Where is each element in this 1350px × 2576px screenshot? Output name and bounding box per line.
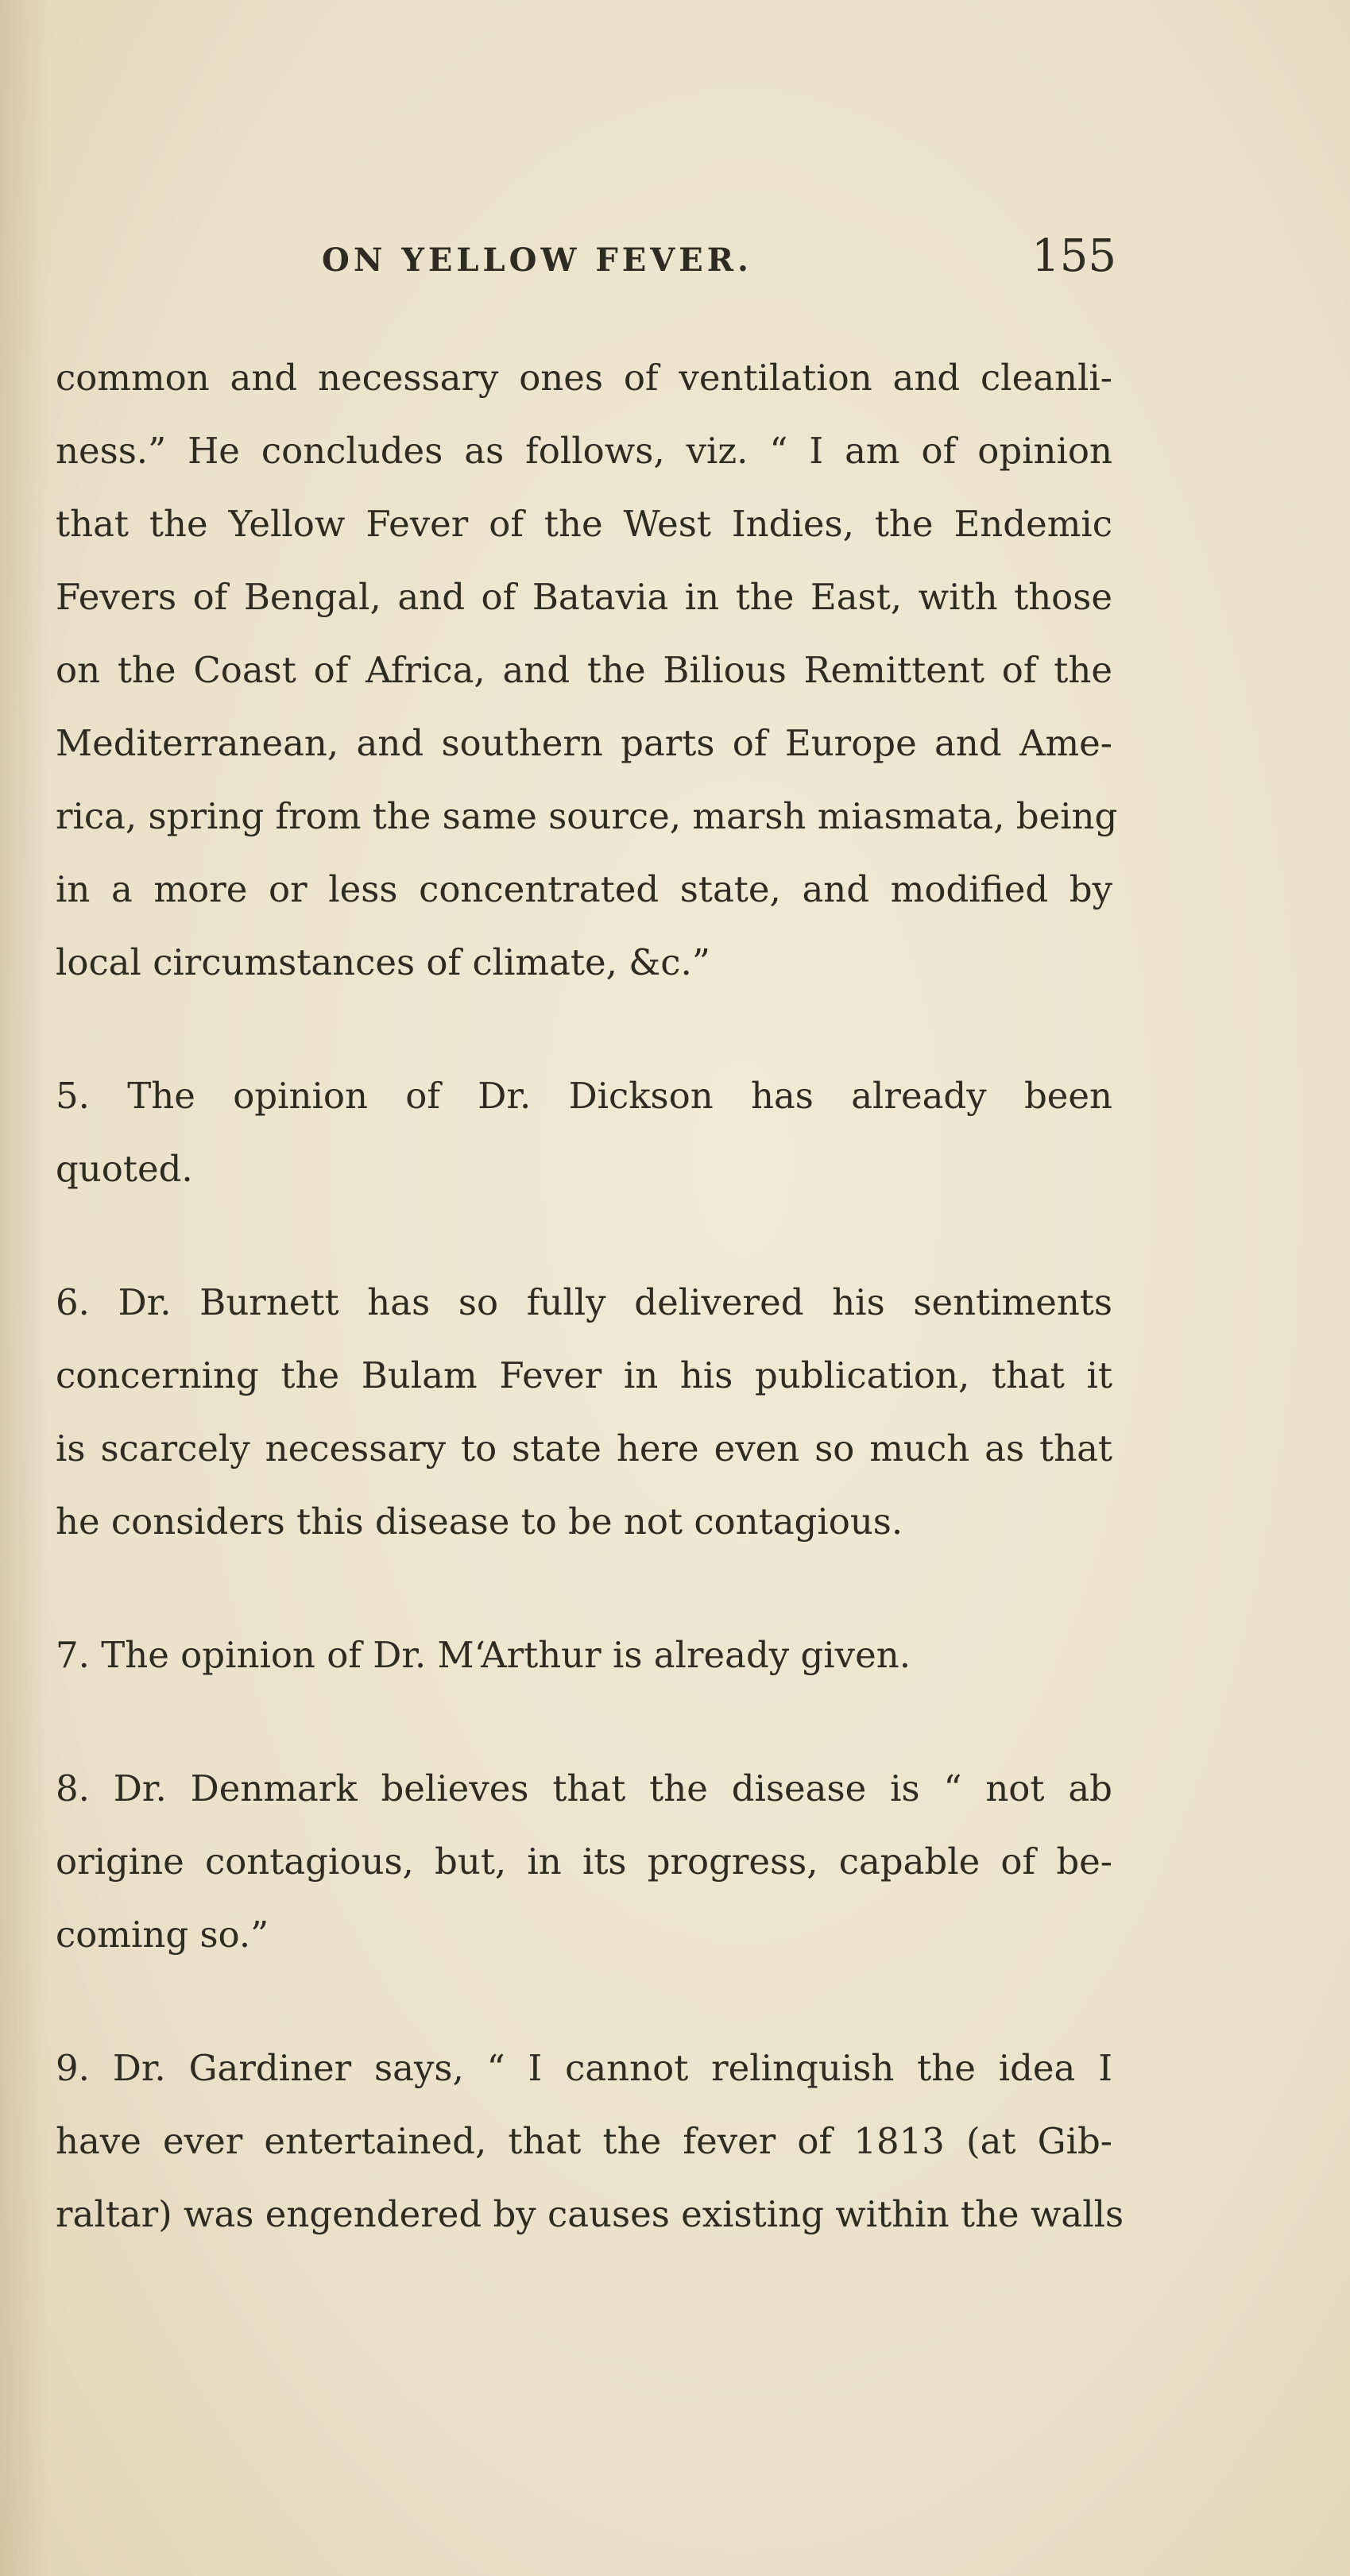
paragraph-item-6 — [56, 1266, 1112, 1558]
text-line: raltar) was engendered by causes existing within the walls — [56, 2193, 1124, 2235]
text-line: in a more or less concentrated state, and modified by — [56, 868, 1112, 910]
text-line: 6. Dr. Burnett has so fully delivered his sentiments — [56, 1281, 1112, 1323]
page-number: 155 — [1031, 230, 1116, 282]
text-line: on the Coast of Africa, and the Bilious Remittent of the — [56, 649, 1112, 691]
text-line: concerning the Bulam Fever in his publication, that it — [56, 1354, 1112, 1396]
paragraph-item-9 — [56, 2032, 1124, 2251]
text-line: origine contagious, but, in its progress, capable of be- — [56, 1840, 1112, 1883]
text-line: 9. Dr. Gardiner says, “ I cannot relinquish the idea I — [56, 2047, 1112, 2089]
text-line: 8. Dr. Denmark believes that the disease is “ not ab — [56, 1767, 1112, 1809]
binding-shadow — [0, 0, 48, 2576]
text-line: common and necessary ones of ventilation and cleanli- — [56, 357, 1112, 399]
text-line: Mediterranean, and southern parts of Europe and Ame- — [56, 722, 1112, 764]
text-line: coming so.” — [56, 1914, 269, 1956]
running-head: ON YELLOW FEVER. — [322, 241, 752, 279]
text-line: 5. The opinion of Dr. Dickson has already been — [56, 1075, 1112, 1117]
paragraph-gap — [56, 1972, 1112, 2032]
text-line: ness.” He concludes as follows, viz. “ I am of opinion — [56, 430, 1112, 472]
text-line: is scarcely necessary to state here even so much as that — [56, 1427, 1112, 1470]
page-header — [322, 230, 1116, 294]
paragraph-gap — [56, 1558, 1112, 1619]
paragraph-gap — [56, 999, 1112, 1060]
text-line: that the Yellow Fever of the West Indies, the Endemic — [56, 503, 1112, 545]
text-line: quoted. — [56, 1148, 193, 1190]
paragraph-gap — [56, 1692, 1112, 1752]
text-line: he considers this disease to be not contagious. — [56, 1500, 903, 1543]
paragraph-item-8 — [56, 1752, 1112, 1972]
paragraph-quote-conclusion — [56, 342, 1118, 999]
paragraph-item-5 — [56, 1060, 1112, 1206]
paragraph-item-7 — [56, 1619, 1112, 1692]
paragraph-gap — [56, 1206, 1112, 1266]
text-line: 7. The opinion of Dr. M‘Arthur is already given. — [56, 1634, 911, 1676]
text-line: rica, spring from the same source, marsh miasmata, being — [56, 795, 1118, 837]
text-line: have ever entertained, that the fever of 1813 (at Gib- — [56, 2120, 1112, 2162]
body-text — [56, 342, 1124, 2251]
text-line: Fevers of Bengal, and of Batavia in the East, with those — [56, 576, 1112, 618]
text-line: local circumstances of climate, &c.” — [56, 941, 710, 983]
